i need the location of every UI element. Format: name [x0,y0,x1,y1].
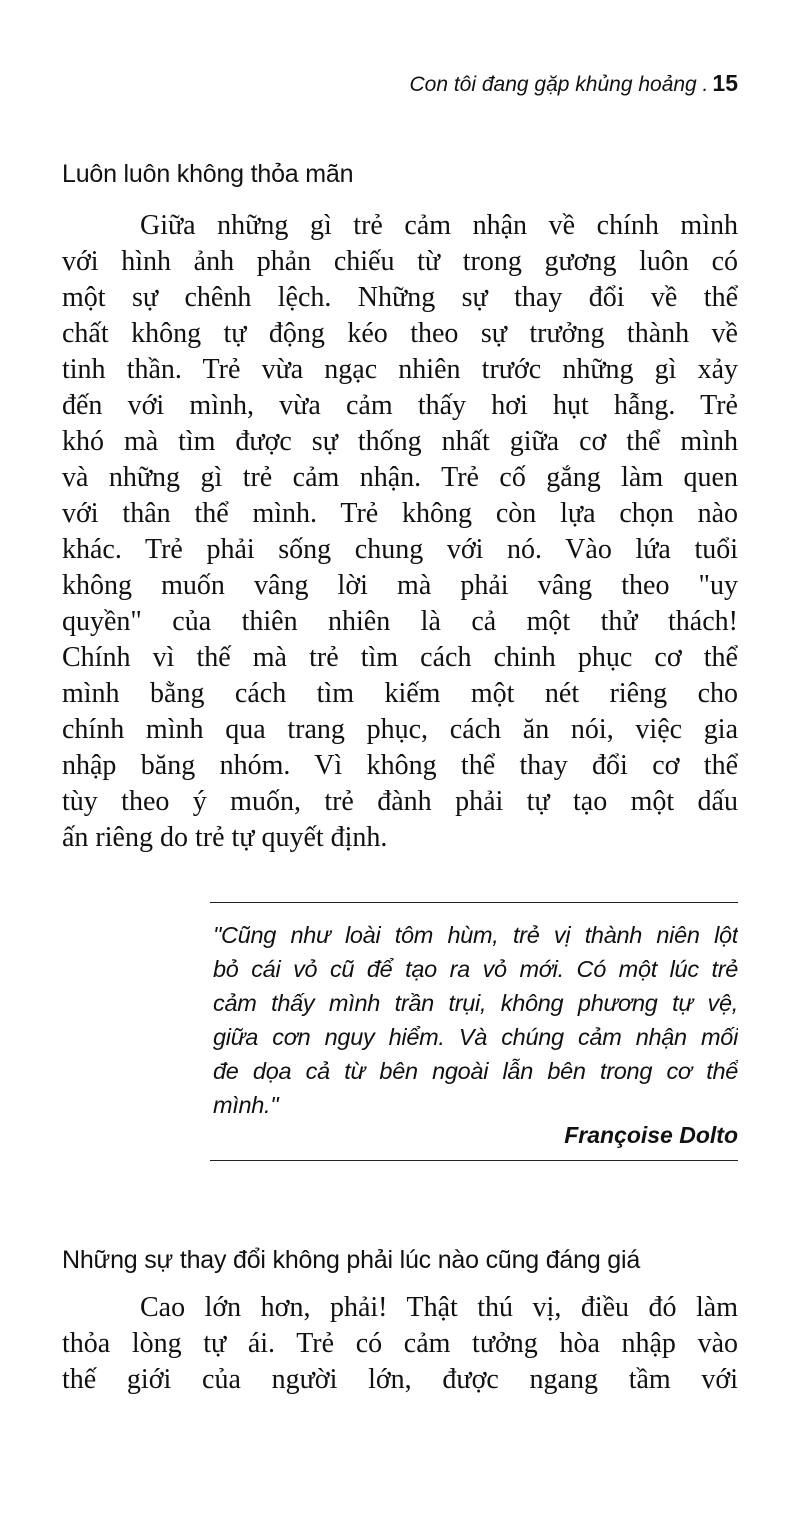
body-line: một sự chênh lệch. Những sự thay đổi về thể [62,282,738,313]
running-header [409,70,738,97]
body-line: với hình ảnh phản chiếu từ trong gương luôn có [62,246,738,277]
body-line: tùy theo ý muốn, trẻ đành phải tự tạo một dấu [62,786,738,817]
body-line: với thân thể mình. Trẻ không còn lựa chọn nào [62,498,738,529]
body-line: khó mà tìm được sự thống nhất giữa cơ thể mình [62,426,738,457]
body-line: nhập băng nhóm. Vì không thể thay đổi cơ thể [62,750,738,781]
quote-line: đe dọa cả từ bên ngoài lẫn bên trong cơ thể [213,1058,738,1084]
quote-line: mình." [213,1092,279,1118]
body-line: quyền" của thiên nhiên là cả một thử thách! [62,606,738,637]
quote-line: "Cũng như loài tôm hùm, trẻ vị thành niên lột [213,922,738,948]
body-line: ấn riêng do trẻ tự quyết định. [62,822,388,853]
body-line: Chính vì thế mà trẻ tìm cách chinh phục cơ thể [62,642,738,673]
quote-line: cảm thấy mình trần trụi, không phương tự vệ, [213,990,738,1016]
body-line: không muốn vâng lời mà phải vâng theo "uy [62,570,738,601]
body-line: mình bằng cách tìm kiếm một nét riêng cho [62,678,738,709]
quote-line: giữa cơn nguy hiểm. Và chúng cảm nhận mối [213,1024,738,1050]
quote-top-rule [210,902,738,903]
body-line: thỏa lòng tự ái. Trẻ có cảm tưởng hòa nhập vào [62,1328,738,1359]
body-line: khác. Trẻ phải sống chung với nó. Vào lứa tuổi [62,534,738,565]
body-line: đến với mình, vừa cảm thấy hơi hụt hẫng. Trẻ [62,390,738,421]
body-line: thế giới của người lớn, được ngang tầm với [62,1364,738,1395]
body-line: Giữa những gì trẻ cảm nhận về chính mình [140,210,738,241]
quote-author: Françoise Dolto [564,1122,738,1148]
body-line: và những gì trẻ cảm nhận. Trẻ cố gắng làm quen [62,462,738,493]
body-line: chính mình qua trang phục, cách ăn nói, việc gia [62,714,738,745]
body-line: tinh thần. Trẻ vừa ngạc nhiên trước những gì xảy [62,354,738,385]
running-title: Con tôi đang gặp khủng hoảng . [409,73,709,96]
page-number: 15 [712,70,738,96]
quote-bottom-rule [210,1160,738,1161]
body-line: Cao lớn hơn, phải! Thật thú vị, điều đó làm [140,1292,738,1323]
body-line: chất không tự động kéo theo sự trưởng thành về [62,318,738,349]
section-heading-2: Những sự thay đổi không phải lúc nào cũng đáng giá [62,1246,641,1274]
section-heading-1: Luôn luôn không thỏa mãn [62,160,354,188]
quote-line: bỏ cái vỏ cũ để tạo ra vỏ mới. Có một lúc trẻ [213,956,738,982]
